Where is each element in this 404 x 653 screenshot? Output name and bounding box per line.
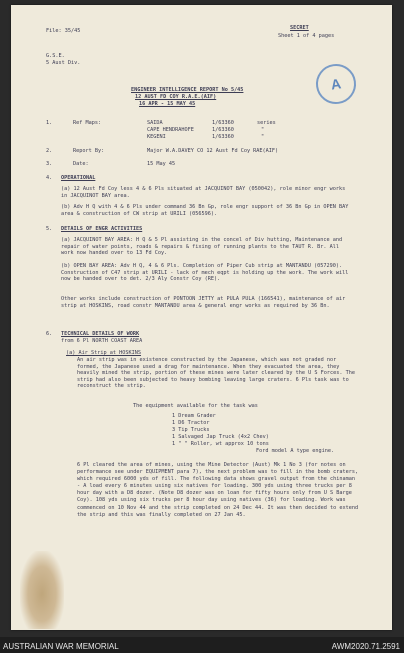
details-para-b: (b) OPEN BAY AREA: Adv H Q, 4 & 6 Pls. Completion of Piper Cub strip at MANTANDU (057290). Construction of C47 strip at URILI - lack of mech eqpt is holding up the work. The work will now be handed over to det. 2/3 Aly Constr Coy (RE).	[61, 263, 349, 283]
map-scale: 1/63360	[212, 120, 234, 126]
airstrip-heading: (a) Air Strip at HOSKINS	[66, 350, 141, 356]
section-subheading: from 6 Pl NORTH COAST AREA	[61, 338, 143, 344]
section-number: 1.	[46, 120, 53, 126]
report-period: 16 APR - 15 MAY 45	[139, 101, 196, 107]
equipment-item: 1 " " Roller, wt approx 10 tons	[172, 441, 269, 447]
file-reference: File: 35/45	[46, 28, 81, 34]
sheet-number: Sheet 1 of 4 pages	[278, 33, 335, 39]
operational-para-a: (a) 12 Aust Fd Coy less 4 & 6 Pls situated at JACQUINOT BAY (050042), role minor engr works in JACQUINOT BAY area.	[61, 186, 346, 199]
map-name: KEGENI	[147, 134, 166, 140]
security-classification: SECRET	[290, 25, 309, 31]
equipment-item: 1 Salvaged Jap Truck (4x2 Chev)	[172, 434, 269, 440]
map-name: CAPE HENDRAHOFE	[147, 127, 194, 133]
date-value: 15 May 45	[147, 161, 176, 167]
report-by-label: Report By:	[73, 148, 105, 154]
section-heading: DETAILS OF ENGR ACTIVITIES	[61, 226, 143, 232]
section-number: 6.	[46, 331, 53, 337]
equipment-item: 1 Dream Grader	[172, 413, 216, 419]
paper-stain	[20, 551, 64, 629]
equipment-item: 3 Tip Trucks	[172, 427, 210, 433]
section-heading: OPERATIONAL	[61, 175, 96, 181]
footer-institution: AUSTRALIAN WAR MEMORIAL	[3, 642, 119, 651]
date-label: Date:	[73, 161, 89, 167]
operational-para-b: (b) Adv H Q with 4 & 6 Pls under command 36 Bn Gp, role engr support of 36 Bn Gp in OPEN BAY area & construction of CW strip at URILI (056596).	[61, 204, 349, 217]
gse-line: G.S.E.	[46, 53, 65, 59]
equipment-item: 1 D6 Tractor	[172, 420, 210, 426]
circled-a-stamp: A	[313, 61, 358, 106]
section-heading: TECHNICAL DETAILS OF WORK	[61, 331, 140, 337]
airstrip-work-paragraph: 6 Pl cleared the area of mines, using the Mine Detector (Aust) Mk 1 No 3 (for notes on performance see under EQUIPMENT para 7), the next problem was to fill in the bomb craters, which required 6000 yds of fill. The following data shows gravel output from the chinaman - A load every 6 minutes using six natives for loading. 300 yds using three trucks per 8 hour day with a D8 dozer. (Note D8 dozer was on loan for fifty hours only from U S Barge Coy). 108 yds using six trucks per 8 hour day using natives (36) for loading. Work was commenced on 10 Nov 44 and the strip completed on 24 Dec 44. It was then decided to extend the strip and this was finally completed on 27 Jan 45.	[77, 462, 359, 518]
map-note: "	[261, 127, 265, 133]
section-number: 2.	[46, 148, 53, 154]
map-note: series	[257, 120, 276, 126]
section-number: 5.	[46, 226, 53, 232]
equipment-item: Ford model A type engine.	[256, 448, 335, 454]
map-scale: 1/63360	[212, 134, 234, 140]
footer-accession-number: AWM2020.71.2591	[331, 642, 400, 651]
report-by-value: Major W.A.DAVEY CO 12 Aust Fd Coy RAE(AIF)	[147, 148, 279, 154]
map-note: "	[261, 134, 265, 140]
map-scale: 1/63360	[212, 127, 234, 133]
report-title: ENGINEER INTELLIGENCE REPORT No 5/45	[131, 87, 244, 93]
details-para-a: (a) JACQUINOT BAY AREA: H Q & 5 Pl assisting in the concel of Div hutting, Maintenance and repair of water points, roads & repairs & fixing of running plants to the TAUT R. Br. All work now handed over to 13 Fd Coy.	[61, 237, 343, 257]
details-para-c: Other works include construction of PONTOON JETTY at PULA PULA (166541), maintenance of air strip at HOSKINS, road constr MANTANDU area & general engr works as required by 36 Bn.	[61, 296, 346, 309]
airstrip-paragraph: An air strip was in existence constructed by the Japanese, which was not graded nor formed, the Japanese used a drag for maintenance. When they evacuated the area, they heavily mined the strip, portion of these mines were later cleared by the U S Forces. The strip had also been subjected to heavy bombing leaving large craters. 6 Pls task was to reconstruct the strip.	[77, 357, 355, 390]
section-number: 3.	[46, 161, 53, 167]
addressee-line: 5 Aust Div.	[46, 60, 81, 66]
ref-maps-label: Ref Maps:	[73, 120, 102, 126]
report-unit: 12 AUST FD COY R.A.E.(AIF)	[135, 94, 217, 100]
archive-footer	[0, 637, 404, 653]
map-name: SAIDA	[147, 120, 163, 126]
equipment-intro: The equipment available for the task was	[133, 403, 258, 409]
section-number: 4.	[46, 175, 53, 181]
document-page	[11, 5, 392, 630]
